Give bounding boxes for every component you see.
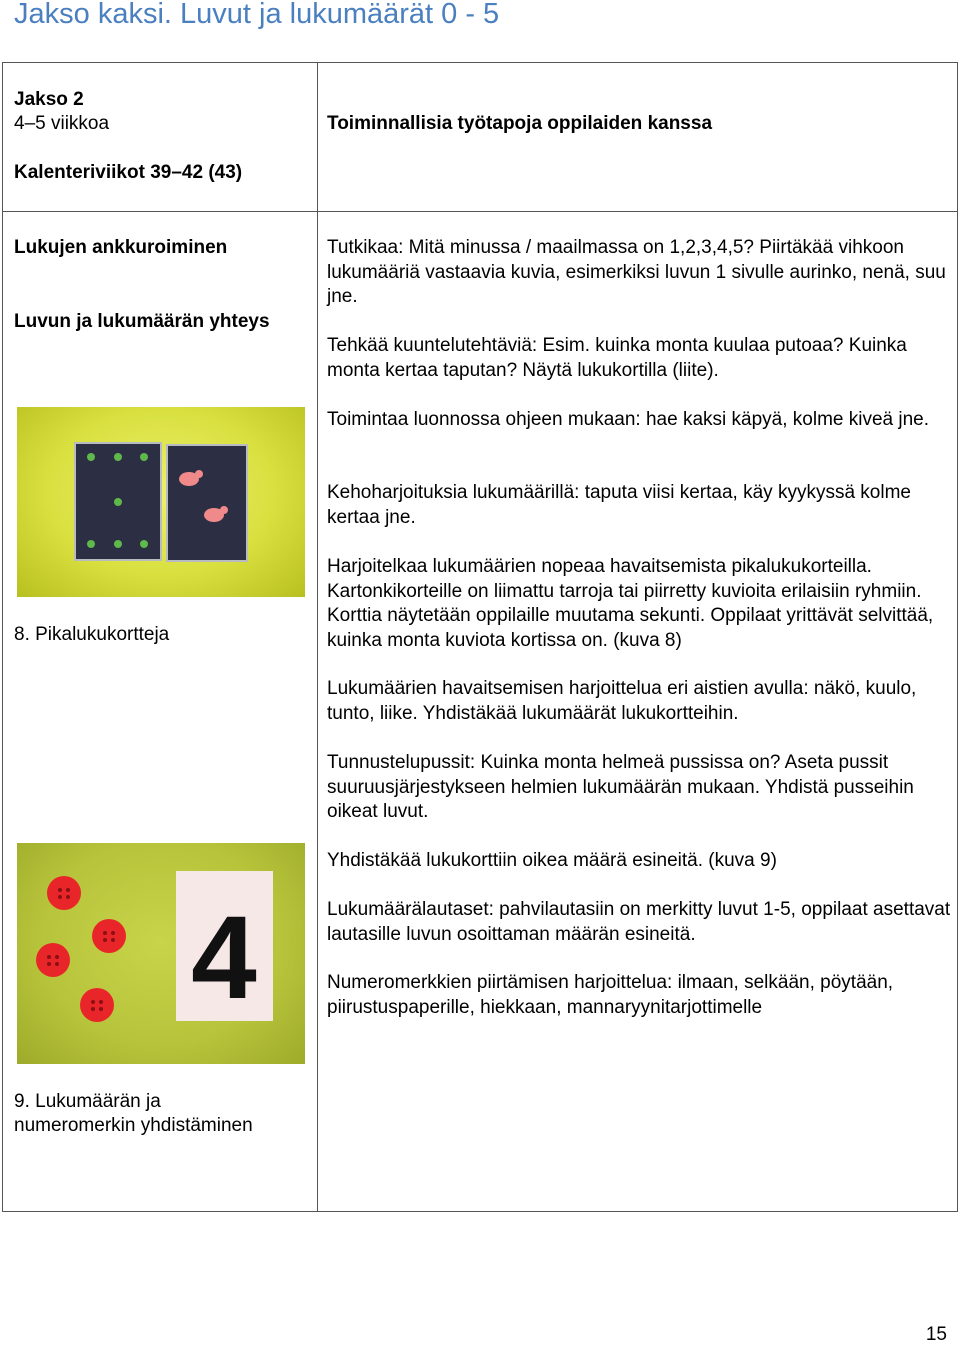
buttons-and-number-card-illustration <box>17 843 305 1064</box>
activity-paragraph: Yhdistäkää lukukorttiin oikea määrä esineitä. (kuva 9) <box>327 850 777 871</box>
photo9-caption-line2: numeromerkin yhdistäminen <box>14 1115 253 1136</box>
activity-paragraph: Toimintaa luonnossa ohjeen mukaan: hae kaksi käpyä, kolme kiveä jne. <box>327 409 930 430</box>
buttons-and-number-card-photo <box>17 843 305 1064</box>
photo9-caption-line1: 9. Lukumäärän ja <box>14 1091 161 1112</box>
activity-paragraph: Kehoharjoituksia lukumäärillä: taputa viisi kertaa, käy kyykyssä kolme kertaa jne. <box>327 482 911 528</box>
topic-number-quantity: Luvun ja lukumäärän yhteys <box>14 311 270 332</box>
lesson-table <box>2 62 958 1212</box>
activity-paragraph: Tutkikaa: Mitä minussa / maailmassa on 1,2,3,4,5? Piirtäkää vihkoon lukumääriä vastaavia kuvia, esimerkiksi luvun 1 sivulle aurinko, nenä, suu jne. <box>327 237 946 307</box>
number-card-digit: 4 <box>191 892 257 1024</box>
row-divider <box>3 211 957 212</box>
page-number: 15 <box>925 1324 947 1345</box>
activity-paragraph: Lukumäärien havaitsemisen harjoittelua eri aistien avulla: näkö, kuulo, tunto, liike. Yhdistäkää lukumäärät lukukortteihin. <box>327 678 917 724</box>
activity-paragraph: Tehkää kuuntelutehtäviä: Esim. kuinka monta kuulaa putoaa? Kuinka monta kertaa taputan? Näytä lukukortilla (liite). <box>327 335 907 381</box>
activity-paragraph: Numeromerkkien piirtämisen harjoittelua: ilmaan, selkään, pöytään, piirustuspaperille, hiekkaan, mannaryynitarjottimelle <box>327 972 894 1018</box>
topic-anchoring: Lukujen ankkuroiminen <box>14 237 228 258</box>
column-title: Toiminnallisia työtapoja oppilaiden kanssa <box>327 113 713 134</box>
period-label: Jakso 2 <box>14 89 84 110</box>
duration-label: 4–5 viikkoa <box>14 113 110 134</box>
photo8-caption: 8. Pikalukukortteja <box>14 624 170 645</box>
activity-paragraph: Tunnustelupussit: Kuinka monta helmeä pussissa on? Aseta pussit suuruusjärjestykseen helmien lukumäärän mukaan. Yhdistä pusseihin oikeat luvut. <box>327 752 914 822</box>
quick-count-cards-illustration <box>17 407 305 597</box>
activity-paragraph: Harjoitelkaa lukumäärien nopeaa havaitsemista pikalukukorteilla. Kartonkikorteille on liimattu tarroja tai piirretty kuvioita erilaisiin ryhmiin. Korttia näytetään oppilaille muutama sekunti. Oppilaat yrittävät selvittää, kuinka monta kuviota kortissa on. (kuva 8) <box>327 556 934 651</box>
calendar-weeks-label: Kalenteriviikot 39–42 (43) <box>14 162 243 183</box>
quick-count-cards-photo <box>17 407 305 597</box>
activity-paragraph: Lukumäärälautaset: pahvilautasiin on merkitty luvut 1-5, oppilaat asettavat lautasille luvun osoittaman määrän esineitä. <box>327 899 951 945</box>
column-divider <box>317 63 318 1211</box>
page-title: Jakso kaksi. Luvut ja lukumäärät 0 - 5 <box>14 0 500 30</box>
